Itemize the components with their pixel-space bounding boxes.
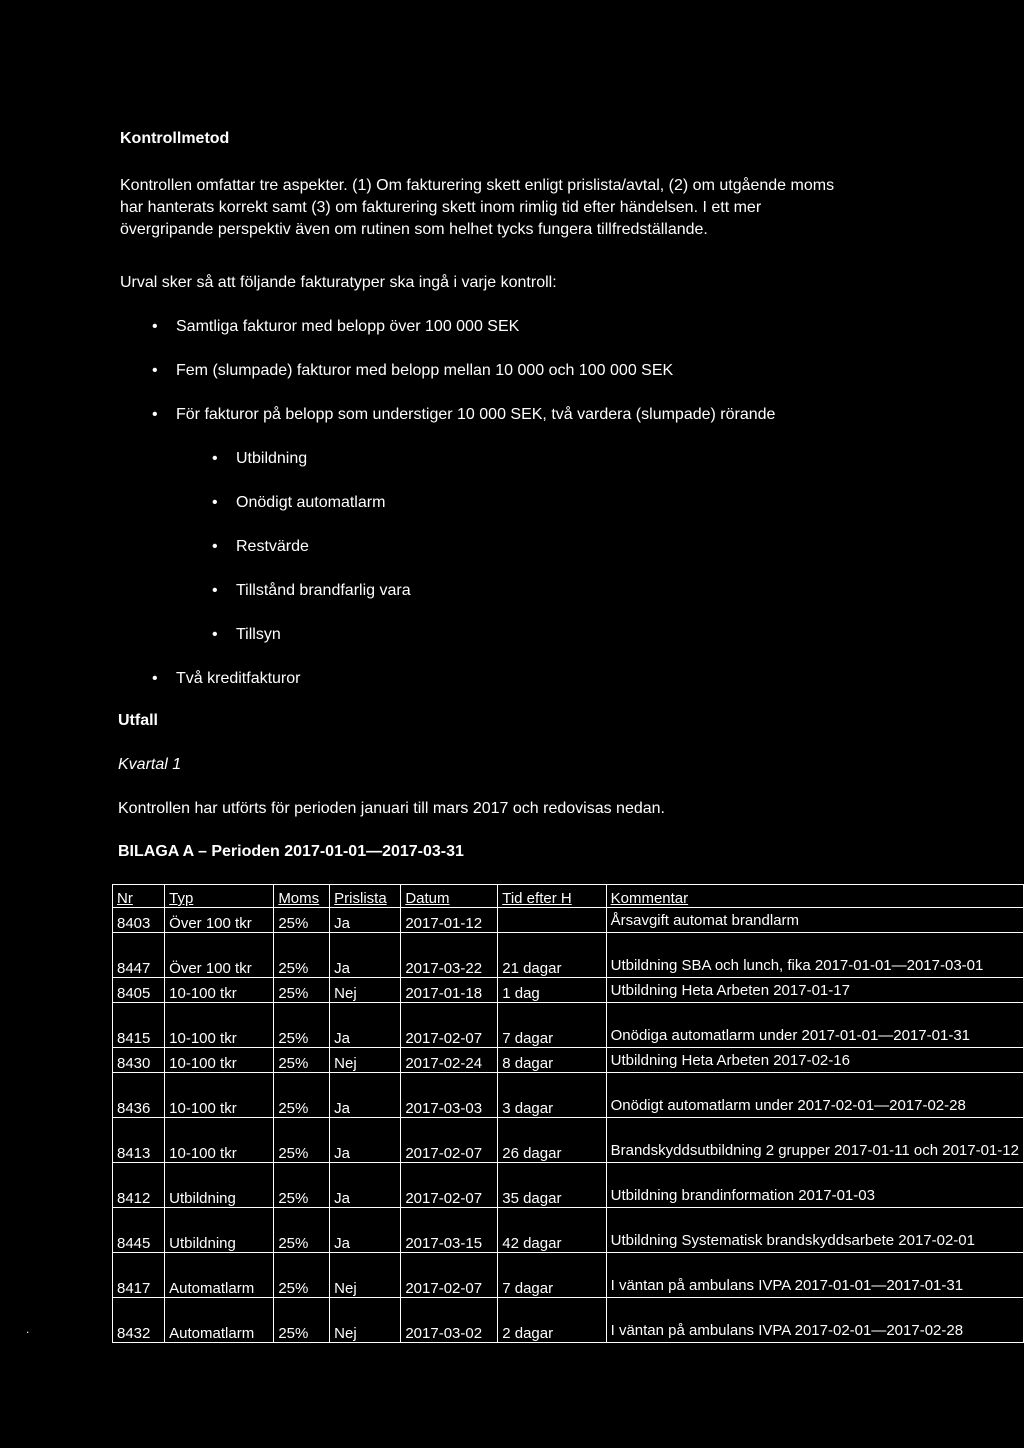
table-row bbox=[113, 1048, 1024, 1073]
cell-nr: 8447 bbox=[113, 933, 165, 978]
cell-typ: 10-100 tkr bbox=[165, 978, 274, 1003]
table-row bbox=[113, 1298, 1024, 1343]
cell-kommentar: Brandskyddsutbildning 2 grupper 2017-01-11 och 2017-01-12 bbox=[606, 1118, 1023, 1163]
bullet-dot: • bbox=[212, 538, 218, 555]
bullet-text: Onödigt automatlarm bbox=[236, 494, 386, 511]
quarter-label: Kvartal 1 bbox=[118, 756, 182, 773]
bullet-dot: • bbox=[152, 670, 158, 687]
cell-prislista: Ja bbox=[330, 1163, 401, 1208]
bullet-text: Fem (slumpade) fakturor med belopp mellan 10 000 och 100 000 SEK bbox=[176, 362, 674, 379]
bullet-dot: • bbox=[152, 406, 158, 423]
cell-datum: 2017-02-24 bbox=[401, 1048, 498, 1073]
cell-moms: 25% bbox=[274, 1208, 330, 1253]
cell-kommentar: Årsavgift automat brandlarm bbox=[606, 908, 1023, 933]
cell-kommentar: Onödiga automatlarm under 2017-01-01—2017-01-31 bbox=[606, 1003, 1023, 1048]
cell-tid: 26 dagar bbox=[498, 1118, 606, 1163]
cell-datum: 2017-03-22 bbox=[401, 933, 498, 978]
cell-kommentar: I väntan på ambulans IVPA 2017-02-01—2017-02-28 bbox=[606, 1298, 1023, 1343]
cell-nr: 8430 bbox=[113, 1048, 165, 1073]
col-header-typ: Typ bbox=[165, 885, 274, 908]
outcome-heading: Utfall bbox=[118, 712, 158, 729]
cell-moms: 25% bbox=[274, 1163, 330, 1208]
bullet-dot: • bbox=[152, 362, 158, 379]
cell-datum: 2017-02-07 bbox=[401, 1118, 498, 1163]
cell-datum: 2017-02-07 bbox=[401, 1253, 498, 1298]
cell-tid: 2 dagar bbox=[498, 1298, 606, 1343]
cell-datum: 2017-03-02 bbox=[401, 1298, 498, 1343]
cell-moms: 25% bbox=[274, 1073, 330, 1118]
cell-moms: 25% bbox=[274, 1003, 330, 1048]
cell-moms: 25% bbox=[274, 908, 330, 933]
cell-prislista: Nej bbox=[330, 1298, 401, 1343]
table-row bbox=[113, 1118, 1024, 1163]
cell-moms: 25% bbox=[274, 1298, 330, 1343]
cell-typ: 10-100 tkr bbox=[165, 1073, 274, 1118]
cell-nr: 8403 bbox=[113, 908, 165, 933]
table-row bbox=[113, 908, 1024, 933]
table-row bbox=[113, 1208, 1024, 1253]
cell-tid: 1 dag bbox=[498, 978, 606, 1003]
cell-typ: Automatlarm bbox=[165, 1253, 274, 1298]
cell-prislista: Ja bbox=[330, 933, 401, 978]
bullet-text: Tillstånd brandfarlig vara bbox=[236, 582, 411, 599]
bullet-text: Restvärde bbox=[236, 538, 309, 555]
cell-kommentar: Utbildning SBA och lunch, fika 2017-01-01—2017-03-01 bbox=[606, 933, 1023, 978]
bullet-text: Utbildning bbox=[236, 450, 308, 467]
cell-typ: Utbildning bbox=[165, 1208, 274, 1253]
cell-nr: 8412 bbox=[113, 1163, 165, 1208]
bullet-dot: • bbox=[212, 626, 218, 643]
cell-datum: 2017-03-03 bbox=[401, 1073, 498, 1118]
cell-typ: Över 100 tkr bbox=[165, 933, 274, 978]
cell-datum: 2017-02-07 bbox=[401, 1003, 498, 1048]
cell-prislista: Ja bbox=[330, 1073, 401, 1118]
bullet-text: Två kreditfakturor bbox=[176, 670, 301, 687]
cell-kommentar: Utbildning brandinformation 2017-01-03 bbox=[606, 1163, 1023, 1208]
cell-typ: Automatlarm bbox=[165, 1298, 274, 1343]
cell-tid: 8 dagar bbox=[498, 1048, 606, 1073]
appendix-title: BILAGA A – Perioden 2017-01-01—2017-03-31 bbox=[118, 843, 464, 860]
cell-moms: 25% bbox=[274, 1118, 330, 1163]
invoice-table bbox=[112, 884, 1024, 1343]
cell-prislista: Nej bbox=[330, 978, 401, 1003]
cell-kommentar: Onödigt automatlarm under 2017-02-01—2017-02-28 bbox=[606, 1073, 1023, 1118]
table-row bbox=[113, 978, 1024, 1003]
table-row bbox=[113, 933, 1024, 978]
intro-paragraph: Kontrollen omfattar tre aspekter. (1) Om fakturering skett enligt prislista/avtal, (2) om utgående moms har hanterats korrekt samt (3) om fakturering skett inom rimlig tid efter händelsen. I ett mer övergripande perspektiv även om rutinen som helhet tycks fungera tillfredställande. bbox=[120, 177, 835, 238]
bullet-dot: • bbox=[212, 582, 218, 599]
section-heading: Kontrollmetod bbox=[120, 130, 230, 147]
selection-intro: Urval sker så att följande fakturatyper ska ingå i varje kontroll: bbox=[120, 274, 557, 291]
bullet-text: Samtliga fakturor med belopp över 100 000 SEK bbox=[176, 318, 520, 335]
cell-moms: 25% bbox=[274, 1048, 330, 1073]
col-header-datum: Datum bbox=[401, 885, 498, 908]
col-header-nr: Nr bbox=[113, 885, 165, 908]
table-row bbox=[113, 1163, 1024, 1208]
cell-nr: 8413 bbox=[113, 1118, 165, 1163]
cell-datum: 2017-01-18 bbox=[401, 978, 498, 1003]
cell-kommentar: Utbildning Systematisk brandskyddsarbete 2017-02-01 bbox=[606, 1208, 1023, 1253]
cell-datum: 2017-02-07 bbox=[401, 1163, 498, 1208]
table-row bbox=[113, 1073, 1024, 1118]
cell-prislista: Nej bbox=[330, 1253, 401, 1298]
cell-datum: 2017-03-15 bbox=[401, 1208, 498, 1253]
cell-nr: 8432 bbox=[113, 1298, 165, 1343]
bullet-dot: • bbox=[212, 450, 218, 467]
scan-speck: . bbox=[26, 1322, 30, 1336]
col-header-prislista: Prislista bbox=[330, 885, 401, 908]
table-row bbox=[113, 1253, 1024, 1298]
table-row bbox=[113, 1003, 1024, 1048]
cell-tid: 7 dagar bbox=[498, 1253, 606, 1298]
cell-moms: 25% bbox=[274, 978, 330, 1003]
col-header-tid: Tid efter H bbox=[498, 885, 606, 908]
cell-tid: 35 dagar bbox=[498, 1163, 606, 1208]
cell-prislista: Ja bbox=[330, 1003, 401, 1048]
col-header-kommentar: Kommentar bbox=[606, 885, 1023, 908]
cell-nr: 8436 bbox=[113, 1073, 165, 1118]
cell-prislista: Ja bbox=[330, 1118, 401, 1163]
cell-tid: 21 dagar bbox=[498, 933, 606, 978]
bullet-dot: • bbox=[152, 318, 158, 335]
bullet-text: För fakturor på belopp som understiger 10 000 SEK, två vardera (slumpade) rörande bbox=[176, 406, 776, 423]
cell-nr: 8417 bbox=[113, 1253, 165, 1298]
cell-nr: 8405 bbox=[113, 978, 165, 1003]
cell-nr: 8445 bbox=[113, 1208, 165, 1253]
cell-typ: Utbildning bbox=[165, 1163, 274, 1208]
cell-tid bbox=[498, 908, 606, 933]
col-header-moms: Moms bbox=[274, 885, 330, 908]
cell-tid: 42 dagar bbox=[498, 1208, 606, 1253]
cell-typ: Över 100 tkr bbox=[165, 908, 274, 933]
cell-typ: 10-100 tkr bbox=[165, 1048, 274, 1073]
bullet-text: Tillsyn bbox=[236, 626, 281, 643]
cell-datum: 2017-01-12 bbox=[401, 908, 498, 933]
cell-moms: 25% bbox=[274, 933, 330, 978]
cell-prislista: Ja bbox=[330, 908, 401, 933]
bullet-dot: • bbox=[212, 494, 218, 511]
period-text: Kontrollen har utförts för perioden januari till mars 2017 och redovisas nedan. bbox=[118, 800, 665, 817]
cell-typ: 10-100 tkr bbox=[165, 1003, 274, 1048]
cell-kommentar: Utbildning Heta Arbeten 2017-01-17 bbox=[606, 978, 1023, 1003]
cell-moms: 25% bbox=[274, 1253, 330, 1298]
cell-typ: 10-100 tkr bbox=[165, 1118, 274, 1163]
cell-prislista: Ja bbox=[330, 1208, 401, 1253]
cell-prislista: Nej bbox=[330, 1048, 401, 1073]
table-header-row bbox=[113, 885, 1024, 908]
cell-kommentar: Utbildning Heta Arbeten 2017-02-16 bbox=[606, 1048, 1023, 1073]
cell-tid: 7 dagar bbox=[498, 1003, 606, 1048]
cell-nr: 8415 bbox=[113, 1003, 165, 1048]
cell-kommentar: I väntan på ambulans IVPA 2017-01-01—2017-01-31 bbox=[606, 1253, 1023, 1298]
cell-tid: 3 dagar bbox=[498, 1073, 606, 1118]
